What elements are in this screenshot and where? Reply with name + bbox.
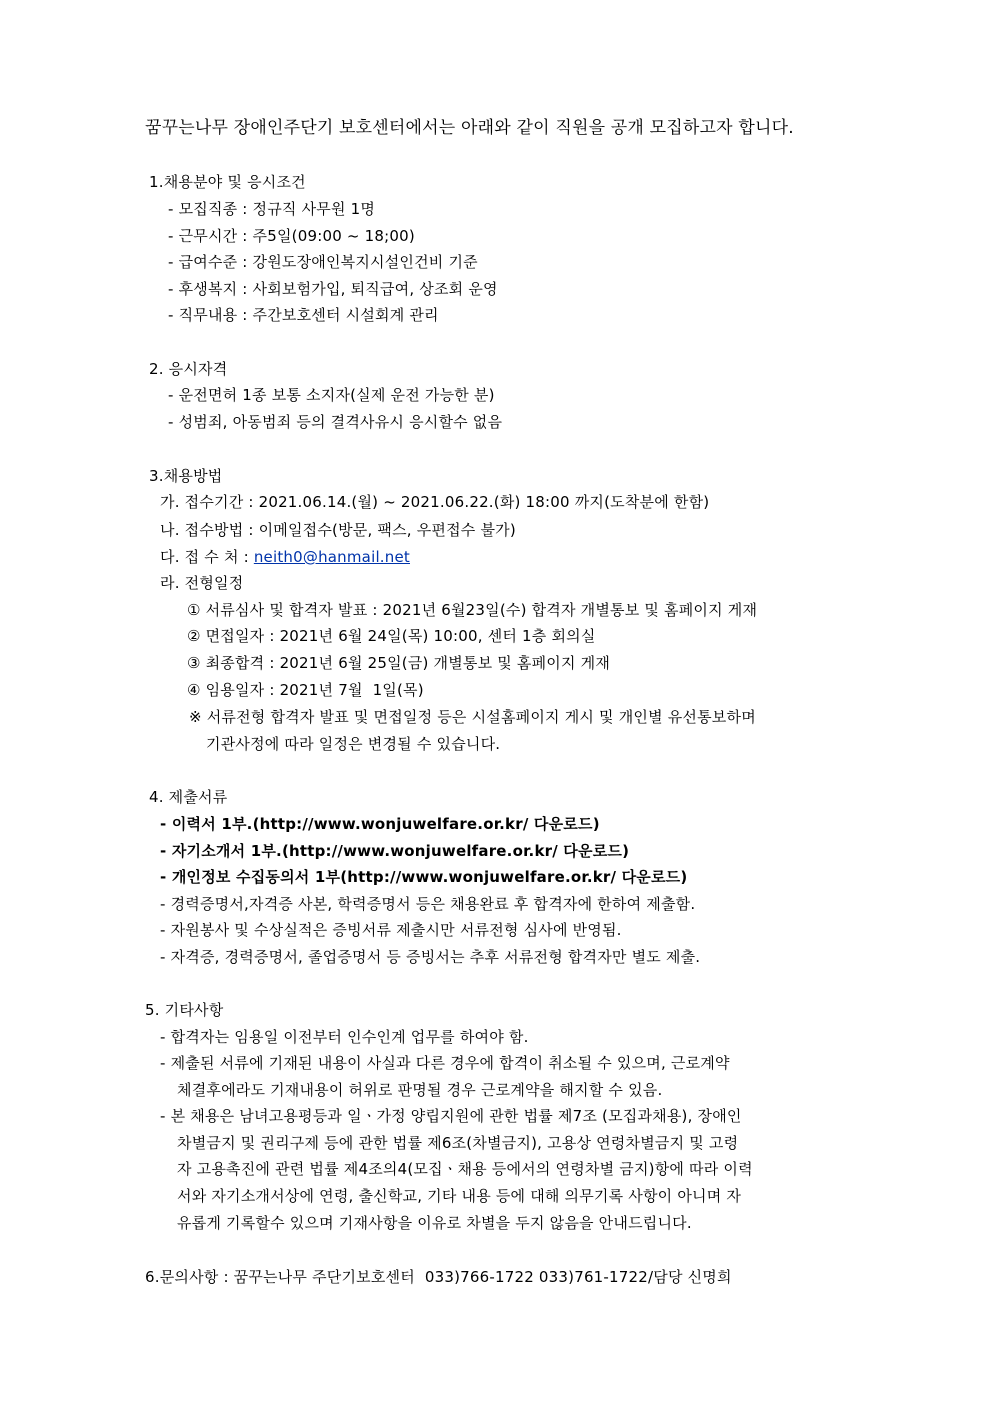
schedule-item: ① 서류심사 및 합격자 발표 : 2021년 6월23일(수) 합격자 개별통보 및 홈페이지 게재	[187, 601, 758, 619]
other-item-continued: 체결후에라도 기재내용이 허위로 판명될 경우 근로계약을 해지할 수 있음.	[177, 1081, 663, 1099]
intro-text: 꿈꾸는나무 장애인주단기 보호센터에서는 아래와 같이 직원을 공개 모집하고자 합니다.	[145, 118, 794, 138]
other-item: - 본 채용은 남녀고용평등과 일ㆍ가정 양립지원에 관한 법률 제7조 (모집과채용), 장애인	[160, 1107, 742, 1125]
application-method: 나. 접수방법 : 이메일접수(방문, 팩스, 우편접수 불가)	[160, 521, 516, 539]
document-note: - 자원봉사 및 수상실적은 증빙서류 제출시만 서류전형 심사에 반영됨.	[160, 921, 622, 939]
document-note: - 자격증, 경력증명서, 졸업증명서 등 증빙서는 추후 서류전형 합격자만 별도 제출.	[160, 948, 701, 966]
other-item: - 합격자는 임용일 이전부터 인수인계 업무를 하여야 함.	[160, 1028, 529, 1046]
other-item-continued: 자 고용촉진에 관련 법률 제4조의4(모집ㆍ채용 등에서의 연령차별 금지)항에 따라 이력	[177, 1160, 753, 1178]
section2-heading: 2. 응시자격	[149, 360, 228, 378]
application-address-label: 다. 접 수 처 :	[160, 548, 254, 566]
application-address	[160, 546, 410, 568]
other-item-continued: 서와 자기소개서상에 연령, 출신학교, 기타 내용 등에 대해 의무기록 사항이 아니며 자	[177, 1187, 742, 1205]
application-period: 가. 접수기간 : 2021.06.14.(월) ~ 2021.06.22.(화) 18:00 까지(도착분에 한함)	[160, 493, 710, 511]
section2-item: - 운전면허 1종 보통 소지자(실제 운전 가능한 분)	[168, 386, 495, 404]
schedule-item: ② 면접일자 : 2021년 6월 24일(목) 10:00, 센터 1층 회의실	[187, 627, 596, 645]
section3-heading: 3.채용방법	[149, 467, 223, 485]
schedule-note-continued: 기관사정에 따라 일정은 변경될 수 있습니다.	[206, 735, 501, 753]
schedule-item: ③ 최종합격 : 2021년 6월 25일(금) 개별통보 및 홈페이지 게재	[187, 654, 611, 672]
other-item-continued: 유롭게 기록할수 있으며 기재사항을 이유로 차별을 두지 않음을 안내드립니다.	[177, 1214, 692, 1232]
required-document: - 이력서 1부.(http://www.wonjuwelfare.or.kr/ 다운로드)	[160, 815, 600, 833]
selection-schedule-heading: 라. 전형일정	[160, 574, 244, 592]
section1-item: - 근무시간 : 주5일(09:00 ~ 18;00)	[168, 227, 415, 245]
other-item-continued: 차별금지 및 권리구제 등에 관한 법률 제6조(차별금지), 고용상 연령차별금지 및 고령	[177, 1134, 739, 1152]
section5-heading: 5. 기타사항	[145, 1001, 224, 1019]
other-item: - 제출된 서류에 기재된 내용이 사실과 다른 경우에 합격이 취소될 수 있으며, 근로계약	[160, 1054, 730, 1072]
section1-item: - 급여수준 : 강원도장애인복지시설인건비 기준	[168, 253, 478, 271]
inquiry-contact: 6.문의사항 : 꿈꾸는나무 주단기보호센터 033)766-1722 033)761-1722/담당 신명희	[145, 1268, 732, 1286]
section1-item: - 후생복지 : 사회보험가입, 퇴직급여, 상조회 운영	[168, 280, 498, 298]
schedule-item: ④ 임용일자 : 2021년 7월 1일(목)	[187, 681, 424, 699]
email-link[interactable]: neith0@hanmail.net	[253, 548, 410, 566]
document-note: - 경력증명서,자격증 사본, 학력증명서 등은 채용완료 후 합격자에 한하여 제출함.	[160, 895, 696, 913]
section1-item: - 모집직종 : 정규직 사무원 1명	[168, 200, 376, 218]
required-document: - 자기소개서 1부.(http://www.wonjuwelfare.or.kr/ 다운로드)	[160, 842, 630, 860]
schedule-note: ※ 서류전형 합격자 발표 및 면접일정 등은 시설홈페이지 게시 및 개인별 유선통보하며	[189, 708, 756, 726]
required-document: - 개인정보 수집동의서 1부(http://www.wonjuwelfare.or.kr/ 다운로드)	[160, 868, 688, 886]
section1-heading: 1.채용분야 및 응시조건	[149, 173, 306, 191]
section1-item: - 직무내용 : 주간보호센터 시설회계 관리	[168, 306, 439, 324]
section2-item: - 성범죄, 아동범죄 등의 결격사유시 응시할수 없음	[168, 413, 503, 431]
section4-heading: 4. 제출서류	[149, 788, 228, 806]
